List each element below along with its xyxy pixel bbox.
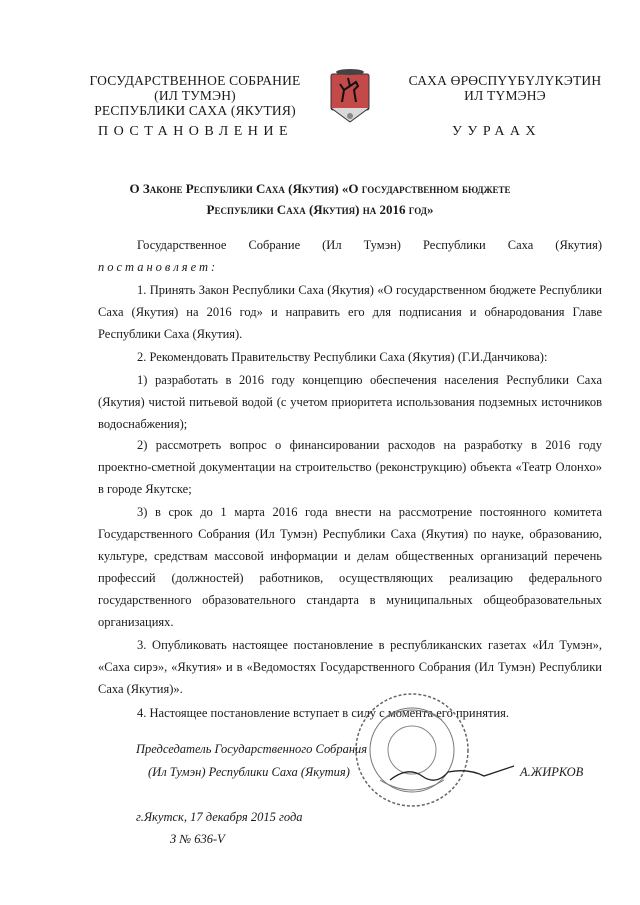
signatory-title-line2: (Ил Тумэн) Республики Саха (Якутия) bbox=[148, 765, 350, 779]
intro-verb: постановляет: bbox=[98, 260, 219, 274]
doc-type-ru: ПОСТАНОВЛЕНИЕ bbox=[98, 124, 294, 139]
paragraph-2-item-3: 3) в срок до 1 марта 2016 года внести на рассмотрение постоянного комитета Государственного Собрания (Ил Тумэн) Республики Саха (Якутия) по науке, образованию, культуре, средствам массовой информации и делам общественных организаций перечень профессий (должностей) работников, осуществляющих реализацию федерального государственного образовательного стандарта в муниципальных общеобразовательных организациях. bbox=[98, 505, 602, 629]
intro-text: Государственное Собрание (Ил Тумэн) Республики Саха (Якутия) bbox=[137, 238, 602, 252]
document-title-line2: Республики Саха (Якутия) на 2016 год» bbox=[206, 202, 434, 217]
signatory-name: А.ЖИРКОВ bbox=[520, 765, 584, 779]
coat-of-arms-icon bbox=[328, 68, 372, 124]
paragraph-4: 4. Настоящее постановление вступает в силу с момента его принятия. bbox=[137, 706, 510, 720]
header-left bbox=[60, 73, 330, 118]
document-number: З № 636-V bbox=[170, 832, 225, 846]
org-name-sakha-line1: САХА ӨРӨСПҮҮБҮЛҮКЭТИН bbox=[408, 73, 602, 88]
paragraph-2-item-2: 2) рассмотреть вопрос о финансировании расходов на разработку в 2016 году проектно-сметной документации на строительство (реконструкцию) объекта «Театр Олонхо» в городе Якутске; bbox=[98, 438, 602, 496]
handwritten-signature-icon bbox=[388, 760, 518, 786]
header-right bbox=[380, 73, 630, 103]
place-and-date: г.Якутск, 17 декабря 2015 года bbox=[136, 810, 303, 824]
paragraph-3: 3. Опубликовать настоящее постановление в республиканских газетах «Ил Тумэн», «Саха сирэ», «Якутия» и в «Ведомостях Государственного Собрания (Ил Тумэн) Республики Саха (Якутия)». bbox=[98, 638, 602, 696]
org-name-ru-line2: (ИЛ ТУМЭН) bbox=[154, 88, 236, 103]
official-stamp-icon bbox=[352, 690, 472, 810]
document-title-line1: О Законе Республики Саха (Якутия) «О государственном бюджете bbox=[129, 181, 511, 196]
org-name-ru-line3: РЕСПУБЛИКИ САХА (ЯКУТИЯ) bbox=[94, 103, 296, 118]
paragraph-2-item-1: 1) разработать в 2016 году концепцию обеспечения населения Республики Саха (Якутия) чистой питьевой водой (с учетом приоритета использования подземных источников водоснабжения); bbox=[98, 373, 602, 431]
org-name-ru-line1: ГОСУДАРСТВЕННОЕ СОБРАНИЕ bbox=[89, 73, 301, 88]
org-name-sakha-line2: ИЛ ТҮМЭНЭ bbox=[464, 88, 546, 103]
doc-type-sakha: УУРААХ bbox=[452, 124, 542, 139]
paragraph-2: 2. Рекомендовать Правительству Республики Саха (Якутия) (Г.И.Данчикова): bbox=[137, 350, 548, 364]
signatory-title-line1: Председатель Государственного Собрания bbox=[136, 742, 368, 756]
paragraph-1: 1. Принять Закон Республики Саха (Якутия) «О государственном бюджете Республики Саха (Якутия) на 2016 год» и направить его для подписания и обнародования Главе Республики Саха (Якутия). bbox=[98, 283, 602, 341]
